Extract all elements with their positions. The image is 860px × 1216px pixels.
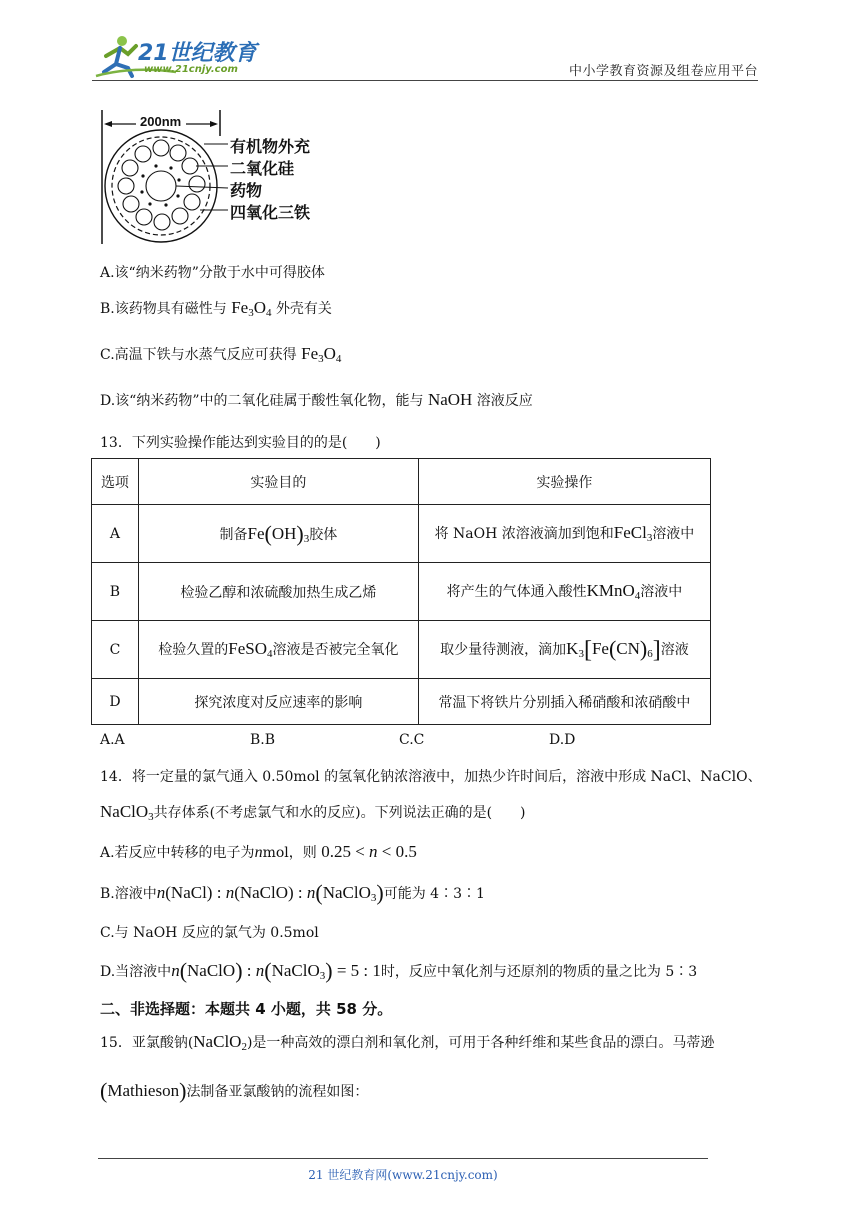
table-cell-operation: 常温下将铁片分别插入稀硝酸和浓硝酸中	[418, 679, 710, 725]
goal-prefix: 检验久置的	[158, 642, 229, 658]
fecl3-formula: FeCl$_3$	[613, 523, 653, 544]
table-cell-option: C	[92, 621, 139, 679]
table-cell-goal: 探究浓度对反应速率的影响	[138, 679, 418, 725]
q12-option-d-prefix: D.该“纳米药物”中的二氧化硅属于酸性氧化物，能与	[100, 393, 424, 409]
table-header: 实验操作	[418, 459, 710, 505]
kmno4-formula: KMnO$_4$	[586, 581, 641, 602]
q14-stem-line1: 14．将一定量的氯气通入 0.50mol 的氢氧化钠浓溶液中，加热少许时间后，溶液中形成 NaCl、NaClO、	[100, 769, 762, 785]
q14-b-suffix: 可能为 4∶3∶1	[383, 886, 485, 902]
q12-option-c	[100, 344, 341, 365]
naclo3-formula: NaClO$_3$	[100, 802, 154, 823]
q14-a-prefix: A.若反应中转移的电子为	[100, 845, 255, 861]
figure-label-sio2: 二氧化硅	[230, 159, 295, 178]
k3fecn6-formula: $K_3[Fe(CN)_6]$	[566, 635, 661, 663]
section-title: 二、非选择题：本题共 4 小题，共 58 分。	[100, 1000, 393, 1018]
q14-stem-text: 共存体系(不考虑氯气和水的反应)。下列说法正确的是( )	[153, 805, 526, 821]
table-row	[92, 679, 711, 725]
op-suffix: 溶液中	[640, 584, 683, 600]
q14-option-a	[100, 842, 417, 862]
q12-option-c-prefix: C.高温下铁与水蒸气反应可获得	[100, 347, 297, 363]
q14-b-prefix: B.溶液中	[100, 886, 157, 902]
op-suffix: 溶液	[660, 641, 689, 658]
table-cell-operation	[418, 563, 710, 621]
header-divider	[92, 80, 758, 81]
table-row	[92, 621, 711, 679]
q14-option-b	[100, 880, 485, 906]
q15-line2-suffix: 法制备亚氯酸钠的流程如图：	[186, 1084, 369, 1100]
q14-option-d	[100, 958, 697, 984]
ratio-expression: n(NaCl) : n(NaClO) : n(NaClO$_3$)	[156, 880, 384, 905]
figure-label-organic: 有机物外充	[230, 137, 311, 156]
fe3o4-formula: $Fe_3O_4$	[231, 298, 272, 319]
q14-a-mid: mol，则	[262, 845, 317, 861]
mathieson-name: Mathieson	[107, 1081, 180, 1100]
q14-d-prefix: D.当溶液中	[100, 964, 172, 980]
q13-option-b: B.B	[250, 732, 276, 748]
q12-option-d	[100, 390, 533, 410]
q15-line2	[100, 1078, 368, 1104]
q13-experiment-table	[91, 458, 711, 725]
q14-stem-line2	[100, 802, 526, 823]
q15-prefix: 15．亚氯酸钠(	[100, 1035, 194, 1051]
var-n: n	[254, 844, 263, 861]
table-cell-goal	[138, 621, 418, 679]
table-cell-goal: 检验乙醇和浓硫酸加热生成乙烯	[138, 563, 418, 621]
figure-dimension-label: 200nm	[140, 114, 182, 129]
nano-drug-figure	[96, 106, 356, 248]
footer-link[interactable]: 21 世纪教育网(www.21cnjy.com)	[308, 1168, 498, 1182]
q13-stem: 13．下列实验操作能达到实验目的的是( )	[100, 435, 381, 451]
naoh-formula: NaOH	[427, 390, 473, 409]
inequality: 0.25 < n < 0.5	[321, 842, 417, 861]
q12-option-a: A.该“纳米药物”分散于水中可得胶体	[100, 265, 325, 281]
table-row	[92, 563, 711, 621]
q14-d-suffix: 时，反应中氧化剂与还原剂的物质的量之比为 5∶3	[380, 964, 698, 980]
logo-text: 21世纪教育	[138, 41, 257, 66]
table-header: 选项	[92, 459, 139, 505]
ratio-expression: n(NaClO) : n(NaClO$_3$) = 5 : 1	[171, 958, 381, 983]
table-cell-option: A	[92, 505, 139, 563]
q13-option-d: D.D	[549, 732, 576, 748]
q15-suffix: )是一种高效的漂白剂和氧化剂，可用于各种纤维和某些食品的漂白。马蒂逊	[246, 1035, 715, 1051]
op-prefix: 取少量待测液，滴加	[440, 641, 567, 658]
q12-option-b-prefix: B.该药物具有磁性与	[100, 301, 227, 317]
feoh3-formula: $Fe(OH)_3$	[247, 520, 310, 546]
table-header: 实验目的	[138, 459, 418, 505]
mathieson-term: (Mathieson)	[100, 1078, 187, 1103]
feso4-formula: FeSO$_4$	[228, 639, 273, 660]
footer-divider	[98, 1158, 708, 1159]
op-prefix: 将 NaOH 浓溶液滴加到饱和	[434, 526, 614, 542]
table-cell-operation	[418, 505, 710, 563]
op-suffix: 溶液中	[652, 526, 695, 542]
q12-option-d-suffix: 溶液反应	[476, 393, 533, 409]
naclo2-formula: NaClO$_2$	[193, 1032, 247, 1053]
site-logo	[92, 32, 262, 82]
goal-suffix: 溶液是否被完全氧化	[272, 642, 399, 658]
fe3o4-formula: $Fe_3O_4$	[301, 344, 342, 365]
goal-suffix: 胶体	[309, 526, 338, 543]
q13-option-c: C.C	[399, 732, 425, 748]
header-platform-text: 中小学教育资源及组卷应用平台	[568, 64, 758, 79]
logo-url: www.21cnjy.com	[144, 64, 238, 75]
table-cell-option: D	[92, 679, 139, 725]
table-cell-goal	[138, 505, 418, 563]
figure-label-fe3o4: 四氧化三铁	[230, 203, 311, 222]
q14-option-c: C.与 NaOH 反应的氯气为 0.5mol	[100, 925, 319, 941]
q15-line1	[100, 1032, 714, 1053]
table-header-row	[92, 459, 711, 505]
goal-prefix: 制备	[219, 526, 248, 543]
q13-option-a: A.A	[100, 732, 125, 748]
table-cell-option: B	[92, 563, 139, 621]
table-row	[92, 505, 711, 563]
op-prefix: 将产生的气体通入酸性	[446, 584, 587, 600]
figure-label-drug: 药物	[230, 181, 263, 200]
q12-option-b	[100, 298, 332, 319]
table-cell-operation	[418, 621, 710, 679]
q12-option-b-suffix: 外壳有关	[275, 301, 332, 317]
